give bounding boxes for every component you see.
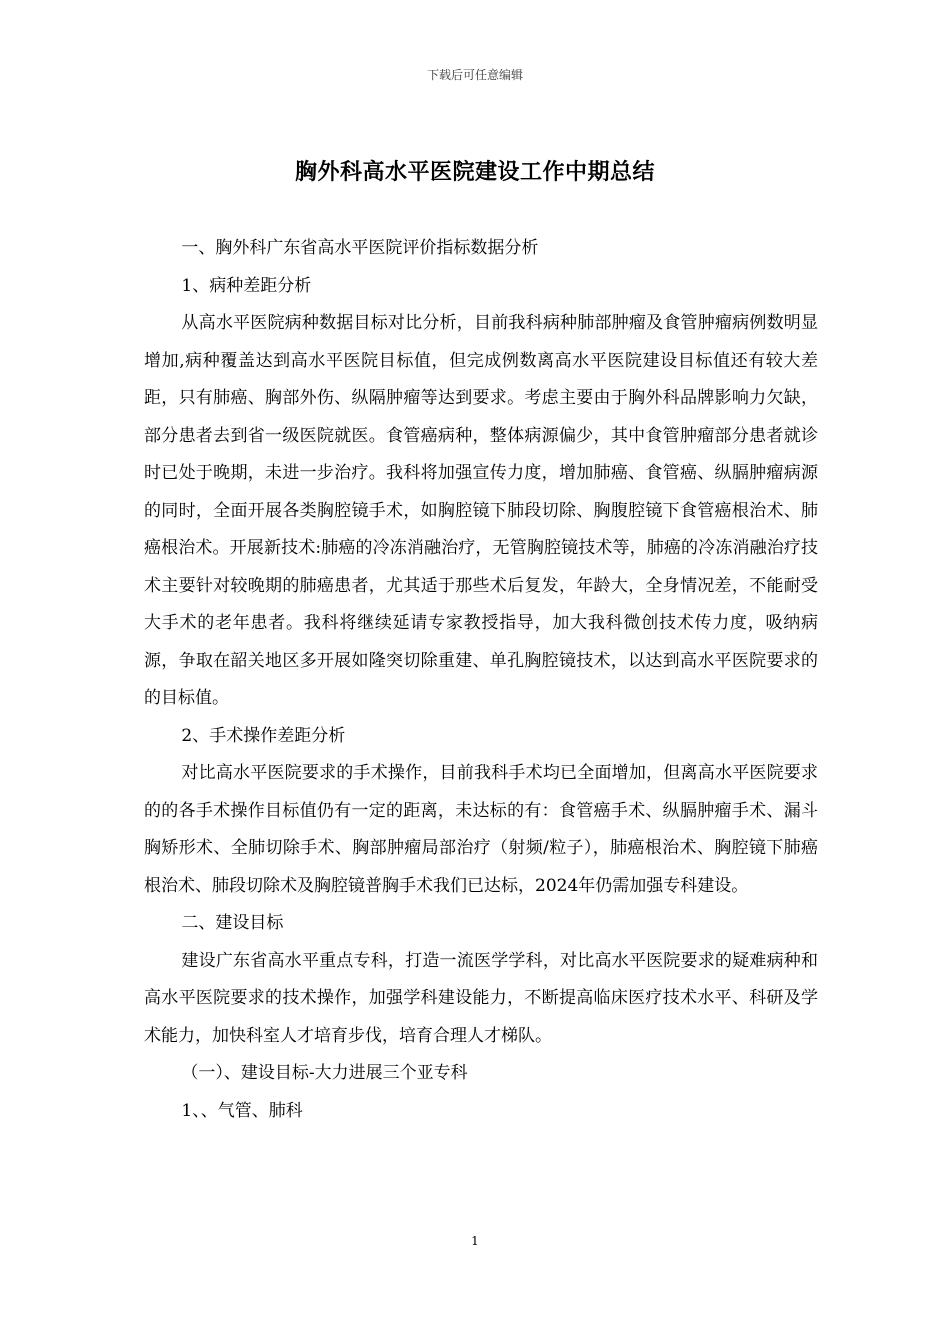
page-number: 1 bbox=[471, 1234, 479, 1248]
section-heading-2: 二、建设目标 bbox=[181, 913, 284, 933]
subsection-heading-4: 1、、气管、肺科 bbox=[181, 1100, 303, 1121]
body-paragraph-3: 建设广东省高水平重点专科，打造一流医学学科，对比高水平医院要求的疑难病种和高水平医院要求的技术操作，加强学科建设能力，不断提高临床医疗技术水平、科研及学术能力，加快科室人才培育步伐，培育合理人才梯队。 bbox=[144, 950, 818, 1046]
header-note: 下载后可任意编辑 bbox=[426, 68, 523, 82]
document-body bbox=[144, 230, 818, 1130]
body-paragraph-1: 从高水平医院病种数据目标对比分析，目前我科病种肺部肿瘤及食管肿瘤病例数明显增加,病种覆盖达到高水平医院目标值，但完成例数离高水平医院建设目标值还有较大差距，只有肺癌、胸部外伤、纵隔肿瘤等达到要求。考虑主要由于胸外科品牌影响力欠缺，部分患者去到省一级医院就医。食管癌病种，整体病源偏少，其中食管肿瘤部分患者就诊时已处于晚期，未进一步治疗。我科将加强宣传力度，增加肺癌、食管癌、纵膈肿瘤病源的同时，全面开展各类胸腔镜手术，如胸腔镜下肺段切除、胸腹腔镜下食管癌根治术、肺癌根治术。开展新技术:肺癌的冷冻消融治疗，无管胸腔镜技术等，肺癌的冷冻消融治疗技术主要针对较晚期的肺癌患者，尤其适于那些术后复发，年龄大，全身情况差，不能耐受大手术的老年患者。我科将继续延请专家教授指导，加大我科微创技术传力度，吸纳病源，争取在韶关地区多开展如隆突切除重建、单孔胸腔镜技术，以达到高水平医院要求的的目标值。 bbox=[144, 313, 818, 708]
subsection-heading-2: 2、手术操作差距分析 bbox=[181, 725, 346, 746]
body-paragraph-2: 对比高水平医院要求的手术操作，目前我科手术均已全面增加，但离高水平医院要求的的各手术操作目标值仍有一定的距离，未达标的有：食管癌手术、纵膈肿瘤手术、漏斗胸矫形术、全肺切除手术、胸部肿瘤局部治疗（射频/粒子），肺癌根治术、胸腔镜下肺癌根治术、肺段切除术及胸腔镜普胸手术我们已达标，2024年仍需加强专科建设。 bbox=[144, 763, 818, 896]
subsection-heading-3: （一）、建设目标-大力进展三个亚专科 bbox=[181, 1063, 468, 1083]
section-heading-1: 一、胸外科广东省高水平医院评价指标数据分析 bbox=[181, 238, 539, 258]
document-title: 胸外科高水平医院建设工作中期总结 bbox=[294, 159, 655, 185]
subsection-heading-1: 1、病种差距分析 bbox=[181, 275, 312, 296]
